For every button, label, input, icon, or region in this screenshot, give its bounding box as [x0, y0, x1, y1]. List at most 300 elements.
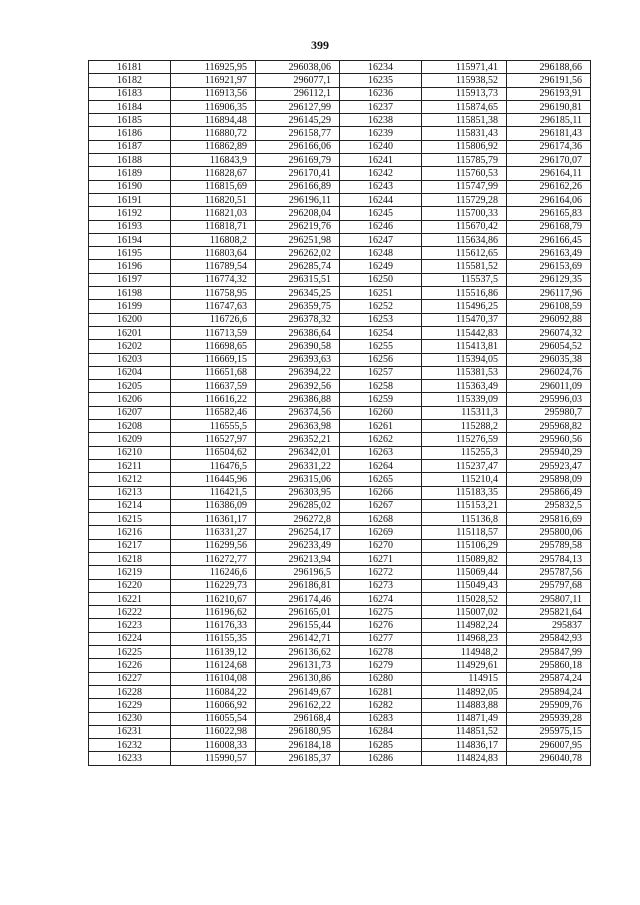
- x-coordinate-cell: 116789,54: [171, 260, 256, 273]
- x-coordinate-cell: 115028,52: [422, 592, 507, 605]
- x-coordinate-cell: 115785,79: [422, 154, 507, 167]
- y-coordinate-cell: 295847,99: [507, 646, 591, 659]
- point-number-cell: 16260: [340, 406, 422, 419]
- table-row: [89, 87, 591, 100]
- table-row: [89, 619, 591, 632]
- table-row: [89, 340, 591, 353]
- x-coordinate-cell: 115255,3: [422, 446, 507, 459]
- coordinates-table-body: [89, 61, 591, 766]
- x-coordinate-cell: 114851,52: [422, 725, 507, 738]
- point-number-cell: 16223: [89, 619, 171, 632]
- y-coordinate-cell: 296181,43: [507, 127, 591, 140]
- x-coordinate-cell: 115237,47: [422, 459, 507, 472]
- x-coordinate-cell: 116361,17: [171, 513, 256, 526]
- y-coordinate-cell: 295874,24: [507, 672, 591, 685]
- x-coordinate-cell: 115831,43: [422, 127, 507, 140]
- y-coordinate-cell: 296130,86: [256, 672, 340, 685]
- point-number-cell: 16258: [340, 380, 422, 393]
- point-number-cell: 16192: [89, 207, 171, 220]
- x-coordinate-cell: 115806,92: [422, 140, 507, 153]
- x-coordinate-cell: 116582,46: [171, 406, 256, 419]
- x-coordinate-cell: 116196,62: [171, 606, 256, 619]
- point-number-cell: 16237: [340, 100, 422, 113]
- y-coordinate-cell: 295807,11: [507, 592, 591, 605]
- point-number-cell: 16234: [340, 61, 422, 74]
- x-coordinate-cell: 116803,64: [171, 247, 256, 260]
- table-row: [89, 247, 591, 260]
- point-number-cell: 16230: [89, 712, 171, 725]
- x-coordinate-cell: 116210,67: [171, 592, 256, 605]
- y-coordinate-cell: 295797,68: [507, 579, 591, 592]
- y-coordinate-cell: 296153,69: [507, 260, 591, 273]
- table-row: [89, 526, 591, 539]
- table-row: [89, 552, 591, 565]
- point-number-cell: 16286: [340, 752, 422, 765]
- point-number-cell: 16198: [89, 287, 171, 300]
- y-coordinate-cell: 296392,56: [256, 380, 340, 393]
- point-number-cell: 16239: [340, 127, 422, 140]
- point-number-cell: 16196: [89, 260, 171, 273]
- table-row: [89, 167, 591, 180]
- point-number-cell: 16207: [89, 406, 171, 419]
- y-coordinate-cell: 296166,89: [256, 180, 340, 193]
- y-coordinate-cell: 296038,06: [256, 61, 340, 74]
- x-coordinate-cell: 116894,48: [171, 114, 256, 127]
- table-row: [89, 579, 591, 592]
- x-coordinate-cell: 116504,62: [171, 446, 256, 459]
- x-coordinate-cell: 114948,2: [422, 646, 507, 659]
- point-number-cell: 16282: [340, 699, 422, 712]
- table-row: [89, 207, 591, 220]
- y-coordinate-cell: 295923,47: [507, 459, 591, 472]
- y-coordinate-cell: 295787,56: [507, 566, 591, 579]
- x-coordinate-cell: 116008,33: [171, 739, 256, 752]
- point-number-cell: 16257: [340, 366, 422, 379]
- table-row: [89, 685, 591, 698]
- y-coordinate-cell: 296196,5: [256, 566, 340, 579]
- y-coordinate-cell: 296155,44: [256, 619, 340, 632]
- x-coordinate-cell: 114982,24: [422, 619, 507, 632]
- y-coordinate-cell: 295842,93: [507, 632, 591, 645]
- x-coordinate-cell: 116651,68: [171, 366, 256, 379]
- table-row: [89, 180, 591, 193]
- x-coordinate-cell: 115413,81: [422, 340, 507, 353]
- point-number-cell: 16199: [89, 300, 171, 313]
- table-row: [89, 287, 591, 300]
- point-number-cell: 16188: [89, 154, 171, 167]
- point-number-cell: 16219: [89, 566, 171, 579]
- table-row: [89, 326, 591, 339]
- point-number-cell: 16245: [340, 207, 422, 220]
- coordinates-table: [88, 60, 591, 766]
- y-coordinate-cell: 296169,79: [256, 154, 340, 167]
- y-coordinate-cell: 296262,02: [256, 247, 340, 260]
- point-number-cell: 16208: [89, 420, 171, 433]
- y-coordinate-cell: 295968,82: [507, 420, 591, 433]
- x-coordinate-cell: 114929,61: [422, 659, 507, 672]
- y-coordinate-cell: 296285,74: [256, 260, 340, 273]
- point-number-cell: 16240: [340, 140, 422, 153]
- point-number-cell: 16214: [89, 499, 171, 512]
- point-number-cell: 16213: [89, 486, 171, 499]
- point-number-cell: 16270: [340, 539, 422, 552]
- x-coordinate-cell: 114892,05: [422, 685, 507, 698]
- y-coordinate-cell: 296149,67: [256, 685, 340, 698]
- point-number-cell: 16236: [340, 87, 422, 100]
- y-coordinate-cell: 296386,64: [256, 326, 340, 339]
- point-number-cell: 16233: [89, 752, 171, 765]
- x-coordinate-cell: 115106,29: [422, 539, 507, 552]
- x-coordinate-cell: 116808,2: [171, 233, 256, 246]
- point-number-cell: 16205: [89, 380, 171, 393]
- x-coordinate-cell: 116821,03: [171, 207, 256, 220]
- point-number-cell: 16195: [89, 247, 171, 260]
- point-number-cell: 16266: [340, 486, 422, 499]
- y-coordinate-cell: 296390,58: [256, 340, 340, 353]
- x-coordinate-cell: 115007,02: [422, 606, 507, 619]
- x-coordinate-cell: 116925,95: [171, 61, 256, 74]
- y-coordinate-cell: 295837: [507, 619, 591, 632]
- table-row: [89, 273, 591, 286]
- x-coordinate-cell: 116818,71: [171, 220, 256, 233]
- y-coordinate-cell: 296145,29: [256, 114, 340, 127]
- x-coordinate-cell: 116758,95: [171, 287, 256, 300]
- y-coordinate-cell: 296170,07: [507, 154, 591, 167]
- y-coordinate-cell: 296363,98: [256, 420, 340, 433]
- y-coordinate-cell: 296040,78: [507, 752, 591, 765]
- y-coordinate-cell: 295939,28: [507, 712, 591, 725]
- point-number-cell: 16268: [340, 513, 422, 526]
- x-coordinate-cell: 116747,63: [171, 300, 256, 313]
- point-number-cell: 16231: [89, 725, 171, 738]
- table-row: [89, 632, 591, 645]
- y-coordinate-cell: 295816,69: [507, 513, 591, 526]
- x-coordinate-cell: 115760,53: [422, 167, 507, 180]
- y-coordinate-cell: 296185,37: [256, 752, 340, 765]
- x-coordinate-cell: 115670,42: [422, 220, 507, 233]
- point-number-cell: 16276: [340, 619, 422, 632]
- y-coordinate-cell: 296342,01: [256, 446, 340, 459]
- table-row: [89, 366, 591, 379]
- table-row: [89, 592, 591, 605]
- point-number-cell: 16187: [89, 140, 171, 153]
- y-coordinate-cell: 296254,17: [256, 526, 340, 539]
- x-coordinate-cell: 115153,21: [422, 499, 507, 512]
- x-coordinate-cell: 115516,86: [422, 287, 507, 300]
- y-coordinate-cell: 296352,21: [256, 433, 340, 446]
- point-number-cell: 16183: [89, 87, 171, 100]
- point-number-cell: 16210: [89, 446, 171, 459]
- x-coordinate-cell: 115913,73: [422, 87, 507, 100]
- point-number-cell: 16203: [89, 353, 171, 366]
- y-coordinate-cell: 296386,88: [256, 393, 340, 406]
- point-number-cell: 16271: [340, 552, 422, 565]
- x-coordinate-cell: 115747,99: [422, 180, 507, 193]
- table-row: [89, 114, 591, 127]
- y-coordinate-cell: 296285,02: [256, 499, 340, 512]
- x-coordinate-cell: 116022,98: [171, 725, 256, 738]
- y-coordinate-cell: 296359,75: [256, 300, 340, 313]
- point-number-cell: 16190: [89, 180, 171, 193]
- table-row: [89, 260, 591, 273]
- x-coordinate-cell: 116476,5: [171, 459, 256, 472]
- table-row: [89, 127, 591, 140]
- y-coordinate-cell: 295996,03: [507, 393, 591, 406]
- y-coordinate-cell: 296164,11: [507, 167, 591, 180]
- table-row: [89, 739, 591, 752]
- point-number-cell: 16278: [340, 646, 422, 659]
- point-number-cell: 16218: [89, 552, 171, 565]
- x-coordinate-cell: 116828,67: [171, 167, 256, 180]
- x-coordinate-cell: 116246,6: [171, 566, 256, 579]
- x-coordinate-cell: 115136,8: [422, 513, 507, 526]
- y-coordinate-cell: 296188,66: [507, 61, 591, 74]
- table-row: [89, 61, 591, 74]
- point-number-cell: 16250: [340, 273, 422, 286]
- point-number-cell: 16254: [340, 326, 422, 339]
- y-coordinate-cell: 296378,32: [256, 313, 340, 326]
- y-coordinate-cell: 295980,7: [507, 406, 591, 419]
- point-number-cell: 16201: [89, 326, 171, 339]
- point-number-cell: 16189: [89, 167, 171, 180]
- point-number-cell: 16220: [89, 579, 171, 592]
- x-coordinate-cell: 114968,23: [422, 632, 507, 645]
- x-coordinate-cell: 116066,92: [171, 699, 256, 712]
- y-coordinate-cell: 296136,62: [256, 646, 340, 659]
- y-coordinate-cell: 296024,76: [507, 366, 591, 379]
- table-row: [89, 446, 591, 459]
- y-coordinate-cell: 296165,83: [507, 207, 591, 220]
- point-number-cell: 16204: [89, 366, 171, 379]
- x-coordinate-cell: 116843,9: [171, 154, 256, 167]
- x-coordinate-cell: 115339,09: [422, 393, 507, 406]
- table-row: [89, 459, 591, 472]
- x-coordinate-cell: 115874,65: [422, 100, 507, 113]
- x-coordinate-cell: 116104,08: [171, 672, 256, 685]
- y-coordinate-cell: 295894,24: [507, 685, 591, 698]
- y-coordinate-cell: 296315,06: [256, 473, 340, 486]
- point-number-cell: 16246: [340, 220, 422, 233]
- y-coordinate-cell: 296129,35: [507, 273, 591, 286]
- table-row: [89, 672, 591, 685]
- point-number-cell: 16215: [89, 513, 171, 526]
- point-number-cell: 16181: [89, 61, 171, 74]
- x-coordinate-cell: 116862,89: [171, 140, 256, 153]
- x-coordinate-cell: 116055,54: [171, 712, 256, 725]
- y-coordinate-cell: 296007,95: [507, 739, 591, 752]
- x-coordinate-cell: 115634,86: [422, 233, 507, 246]
- x-coordinate-cell: 116299,56: [171, 539, 256, 552]
- y-coordinate-cell: 296162,26: [507, 180, 591, 193]
- x-coordinate-cell: 116527,97: [171, 433, 256, 446]
- point-number-cell: 16217: [89, 539, 171, 552]
- y-coordinate-cell: 296185,11: [507, 114, 591, 127]
- y-coordinate-cell: 296166,06: [256, 140, 340, 153]
- y-coordinate-cell: 296180,95: [256, 725, 340, 738]
- x-coordinate-cell: 115729,28: [422, 193, 507, 206]
- x-coordinate-cell: 116913,56: [171, 87, 256, 100]
- y-coordinate-cell: 296272,8: [256, 513, 340, 526]
- y-coordinate-cell: 296213,94: [256, 552, 340, 565]
- y-coordinate-cell: 295960,56: [507, 433, 591, 446]
- point-number-cell: 16244: [340, 193, 422, 206]
- y-coordinate-cell: 295789,58: [507, 539, 591, 552]
- x-coordinate-cell: 115288,2: [422, 420, 507, 433]
- table-row: [89, 513, 591, 526]
- x-coordinate-cell: 116906,35: [171, 100, 256, 113]
- y-coordinate-cell: 296163,49: [507, 247, 591, 260]
- table-row: [89, 486, 591, 499]
- point-number-cell: 16272: [340, 566, 422, 579]
- point-number-cell: 16283: [340, 712, 422, 725]
- y-coordinate-cell: 296054,52: [507, 340, 591, 353]
- point-number-cell: 16226: [89, 659, 171, 672]
- y-coordinate-cell: 295821,64: [507, 606, 591, 619]
- y-coordinate-cell: 296112,1: [256, 87, 340, 100]
- x-coordinate-cell: 116774,32: [171, 273, 256, 286]
- y-coordinate-cell: 296092,88: [507, 313, 591, 326]
- point-number-cell: 16279: [340, 659, 422, 672]
- x-coordinate-cell: 116921,97: [171, 74, 256, 87]
- x-coordinate-cell: 116698,65: [171, 340, 256, 353]
- y-coordinate-cell: 296315,51: [256, 273, 340, 286]
- y-coordinate-cell: 296108,59: [507, 300, 591, 313]
- y-coordinate-cell: 296158,77: [256, 127, 340, 140]
- point-number-cell: 16262: [340, 433, 422, 446]
- x-coordinate-cell: 116820,51: [171, 193, 256, 206]
- y-coordinate-cell: 296174,36: [507, 140, 591, 153]
- point-number-cell: 16259: [340, 393, 422, 406]
- y-coordinate-cell: 296219,76: [256, 220, 340, 233]
- point-number-cell: 16227: [89, 672, 171, 685]
- y-coordinate-cell: 296170,41: [256, 167, 340, 180]
- x-coordinate-cell: 115851,38: [422, 114, 507, 127]
- x-coordinate-cell: 116637,59: [171, 380, 256, 393]
- point-number-cell: 16273: [340, 579, 422, 592]
- y-coordinate-cell: 296074,32: [507, 326, 591, 339]
- y-coordinate-cell: 296077,1: [256, 74, 340, 87]
- x-coordinate-cell: 115394,05: [422, 353, 507, 366]
- point-number-cell: 16252: [340, 300, 422, 313]
- y-coordinate-cell: 296345,25: [256, 287, 340, 300]
- y-coordinate-cell: 296251,98: [256, 233, 340, 246]
- y-coordinate-cell: 296196,11: [256, 193, 340, 206]
- point-number-cell: 16285: [340, 739, 422, 752]
- point-number-cell: 16253: [340, 313, 422, 326]
- x-coordinate-cell: 115990,57: [171, 752, 256, 765]
- y-coordinate-cell: 295940,29: [507, 446, 591, 459]
- y-coordinate-cell: 296374,56: [256, 406, 340, 419]
- point-number-cell: 16247: [340, 233, 422, 246]
- table-row: [89, 100, 591, 113]
- point-number-cell: 16261: [340, 420, 422, 433]
- point-number-cell: 16212: [89, 473, 171, 486]
- y-coordinate-cell: 296011,09: [507, 380, 591, 393]
- table-row: [89, 233, 591, 246]
- point-number-cell: 16191: [89, 193, 171, 206]
- point-number-cell: 16265: [340, 473, 422, 486]
- table-row: [89, 74, 591, 87]
- point-number-cell: 16206: [89, 393, 171, 406]
- table-row: [89, 499, 591, 512]
- x-coordinate-cell: 116386,09: [171, 499, 256, 512]
- point-number-cell: 16184: [89, 100, 171, 113]
- point-number-cell: 16251: [340, 287, 422, 300]
- x-coordinate-cell: 116713,59: [171, 326, 256, 339]
- point-number-cell: 16275: [340, 606, 422, 619]
- point-number-cell: 16185: [89, 114, 171, 127]
- x-coordinate-cell: 115118,57: [422, 526, 507, 539]
- point-number-cell: 16263: [340, 446, 422, 459]
- point-number-cell: 16238: [340, 114, 422, 127]
- x-coordinate-cell: 114883,88: [422, 699, 507, 712]
- table-row: [89, 659, 591, 672]
- table-row: [89, 313, 591, 326]
- point-number-cell: 16209: [89, 433, 171, 446]
- y-coordinate-cell: 295909,76: [507, 699, 591, 712]
- point-number-cell: 16197: [89, 273, 171, 286]
- point-number-cell: 16242: [340, 167, 422, 180]
- x-coordinate-cell: 115311,3: [422, 406, 507, 419]
- x-coordinate-cell: 115938,52: [422, 74, 507, 87]
- x-coordinate-cell: 115210,4: [422, 473, 507, 486]
- point-number-cell: 16182: [89, 74, 171, 87]
- point-number-cell: 16202: [89, 340, 171, 353]
- y-coordinate-cell: 296208,04: [256, 207, 340, 220]
- point-number-cell: 16232: [89, 739, 171, 752]
- y-coordinate-cell: 296331,22: [256, 459, 340, 472]
- y-coordinate-cell: 296174,46: [256, 592, 340, 605]
- table-row: [89, 473, 591, 486]
- y-coordinate-cell: 296165,01: [256, 606, 340, 619]
- table-row: [89, 539, 591, 552]
- x-coordinate-cell: 116616,22: [171, 393, 256, 406]
- y-coordinate-cell: 295800,06: [507, 526, 591, 539]
- point-number-cell: 16228: [89, 685, 171, 698]
- y-coordinate-cell: 296393,63: [256, 353, 340, 366]
- x-coordinate-cell: 116726,6: [171, 313, 256, 326]
- point-number-cell: 16221: [89, 592, 171, 605]
- y-coordinate-cell: 295832,5: [507, 499, 591, 512]
- point-number-cell: 16241: [340, 154, 422, 167]
- point-number-cell: 16229: [89, 699, 171, 712]
- point-number-cell: 16264: [340, 459, 422, 472]
- y-coordinate-cell: 296233,49: [256, 539, 340, 552]
- x-coordinate-cell: 116155,35: [171, 632, 256, 645]
- x-coordinate-cell: 114871,49: [422, 712, 507, 725]
- table-row: [89, 140, 591, 153]
- y-coordinate-cell: 296184,18: [256, 739, 340, 752]
- x-coordinate-cell: 115537,5: [422, 273, 507, 286]
- y-coordinate-cell: 296035,38: [507, 353, 591, 366]
- point-number-cell: 16281: [340, 685, 422, 698]
- point-number-cell: 16211: [89, 459, 171, 472]
- x-coordinate-cell: 115089,82: [422, 552, 507, 565]
- x-coordinate-cell: 116272,77: [171, 552, 256, 565]
- point-number-cell: 16249: [340, 260, 422, 273]
- point-number-cell: 16284: [340, 725, 422, 738]
- x-coordinate-cell: 115496,25: [422, 300, 507, 313]
- point-number-cell: 16267: [340, 499, 422, 512]
- point-number-cell: 16274: [340, 592, 422, 605]
- table-row: [89, 712, 591, 725]
- x-coordinate-cell: 116084,22: [171, 685, 256, 698]
- x-coordinate-cell: 115612,65: [422, 247, 507, 260]
- x-coordinate-cell: 114824,83: [422, 752, 507, 765]
- y-coordinate-cell: 296131,73: [256, 659, 340, 672]
- x-coordinate-cell: 115276,59: [422, 433, 507, 446]
- x-coordinate-cell: 116880,72: [171, 127, 256, 140]
